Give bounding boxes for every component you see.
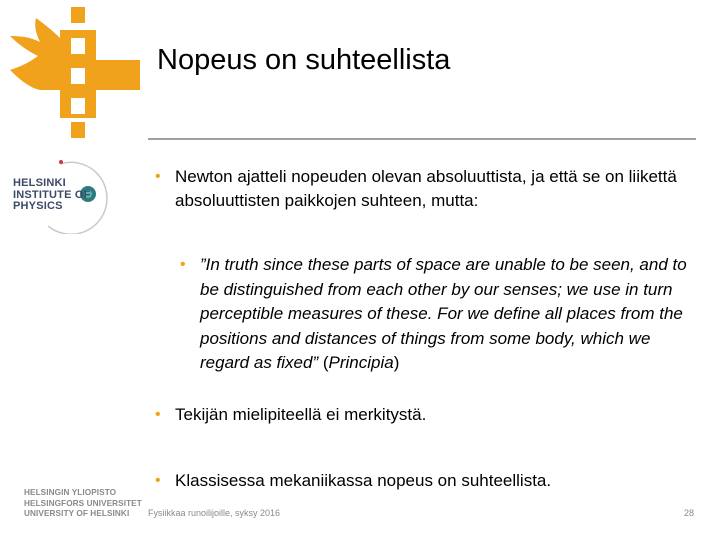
bullet-dot-icon: • (155, 406, 161, 423)
bullet-text-3: Klassisessa mekaniikassa nopeus on suhteellista. (175, 471, 552, 490)
university-flame-logo-icon (0, 0, 150, 150)
quote-text: ”In truth since these parts of space are unable to be seen, and to be distinguished from each other by our senses; we use in turn perceptible measures of these. For we define all places from the positions and distances of things from some body, which we regard as fixed” (200, 255, 687, 372)
hip-line-2: INSTITUTE OF (13, 188, 91, 201)
bullet-item-1 (155, 165, 695, 213)
hip-line-3: PHYSICS (13, 200, 63, 212)
bullet-item-3 (155, 469, 695, 493)
bullet-dot-icon: • (155, 472, 161, 489)
footer-course-name: Fysiikkaa runoilijoille, syksy 2016 (148, 508, 281, 518)
hip-line-1: HELSINKI (13, 177, 66, 189)
page-number: 28 (683, 508, 694, 518)
quote-body (200, 253, 695, 376)
slide-title: Nopeus on suhteellista (157, 44, 451, 76)
hip-wordmark (13, 178, 91, 213)
university-wordmark (24, 488, 142, 520)
bullet-text-2: Tekijän mielipiteellä ei merkitystä. (175, 405, 427, 424)
quote-source: Principia (328, 353, 394, 372)
quote-source-close: ) (393, 353, 400, 372)
bullet-text-1: Newton ajatteli nopeuden olevan absoluuttista, ja että se on liikettä absoluuttisten paikkojen suhteen, mutta: (175, 167, 677, 210)
university-line-3: UNIVERSITY OF HELSINKI (24, 509, 130, 518)
title-divider (148, 138, 696, 140)
university-line-2: HELSINGFORS UNIVERSITET (24, 498, 142, 508)
university-line-1: HELSINGIN YLIOPISTO (24, 488, 117, 497)
bullet-dot-icon: • (180, 256, 186, 273)
bullet-item-2 (155, 403, 695, 427)
quote-bullet (180, 253, 695, 376)
bullet-dot-icon: • (155, 168, 161, 185)
quote-source-open: ( (318, 353, 329, 372)
